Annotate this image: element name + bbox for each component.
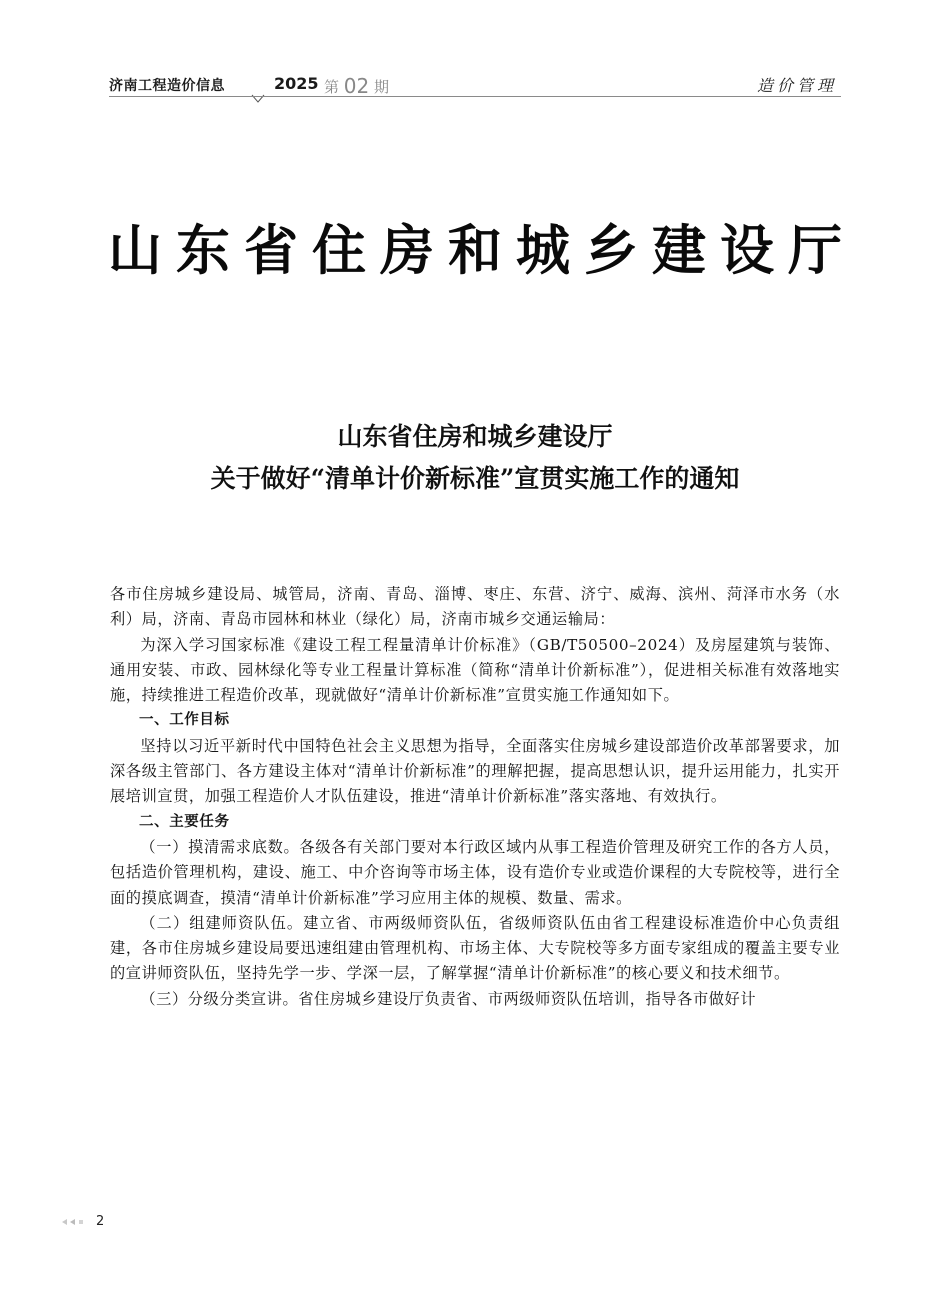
section-heading-tasks: 二、主要任务 (139, 813, 230, 830)
addressees-paragraph: 各市住房城乡建设局、城管局，济南、青岛、淄博、枣庄、东营、济宁、威海、滨州、菏泽市水务（水利）局，济南、青岛市园林和林业（绿化）局，济南市城乡交通运输局： (110, 585, 840, 629)
footer-arrow-marks-icon (62, 1219, 88, 1225)
column-name: 造价管理 (756, 76, 837, 95)
issue-suffix: 期 (374, 78, 390, 96)
intro-paragraph: 为深入学习国家标准《建设工程工程量清单计价标准》（GB/T50500–2024）及房屋建筑与装饰、通用安装、市政、园林绿化等专业工程量计算标准（简称“清单计价新标准”），促进相关标准有效落地实施，持续推进工程造价改革，现就做好“清单计价新标准”宣贯实施工作通知如下。 (110, 635, 840, 705)
department-title: 山东省住房和城乡建设厅 (108, 218, 856, 282)
issue-prefix: 第 (324, 78, 340, 96)
section-heading-goals: 一、工作目标 (139, 712, 230, 729)
header-rule (109, 96, 841, 97)
notice-body (110, 582, 840, 1012)
running-header (109, 72, 841, 98)
notice-title-line1: 山东省住房和城乡建设厅 (337, 422, 613, 451)
task-paragraph-3: （三）分级分类宣讲。省住房城乡建设厅负责省、市两级师资队伍培训，指导各市做好计 (140, 989, 757, 1008)
issue-number: 02 (343, 74, 370, 98)
issue-year: 2025 (274, 74, 319, 93)
task-paragraph-1: （一）摸清需求底数。各级各有关部门要对本行政区域内从事工程造价管理及研究工作的各方人员，包括造价管理机构，建设、施工、中介咨询等市场主体，设有造价专业或造价课程的大专院校等，进行全面的摸底调查，摸清“清单计价新标准”学习应用主体的规模、数量、需求。 (110, 837, 840, 907)
task-paragraph-2: （二）组建师资队伍。建立省、市两级师资队伍，省级师资队伍由省工程建设标准造价中心负责组建，各市住房城乡建设局要迅速组建由管理机构、市场主体、大专院校等多方面专家组成的覆盖主要专业的宣讲师资队伍，坚持先学一步、学深一层，了解掌握“清单计价新标准”的核心要义和技术细节。 (110, 913, 840, 983)
notice-title (0, 416, 950, 500)
publication-name: 济南工程造价信息 (109, 78, 225, 94)
notice-title-line2: 关于做好“清单计价新标准”宣贯实施工作的通知 (210, 464, 740, 493)
goals-paragraph: 坚持以习近平新时代中国特色社会主义思想为指导，全面落实住房城乡建设部造价改革部署要求，加深各级主管部门、各方建设主体对“清单计价新标准”的理解把握，提高思想认识，提升运用能力，扎实开展培训宣贯，加强工程造价人才队伍建设，推进“清单计价新标准”落实落地、有效执行。 (110, 736, 840, 806)
page-number: 2 (96, 1214, 105, 1229)
issue-label (324, 73, 389, 97)
